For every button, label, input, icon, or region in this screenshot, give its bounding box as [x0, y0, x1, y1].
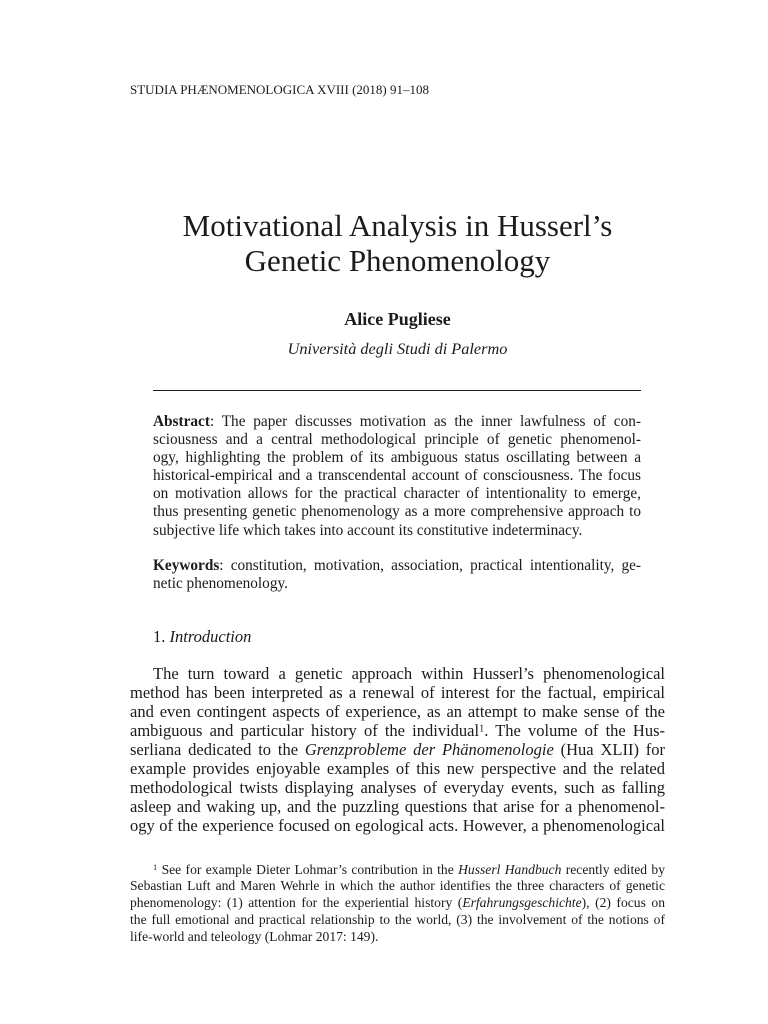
text-run: method has been interpreted as a renewal of interest for the factual, empirical [130, 682, 665, 702]
article-title-line: Motivational Analysis in Husserl’s [182, 207, 613, 243]
abstract-paragraph [153, 413, 641, 540]
bold-label: Keywords [153, 557, 220, 574]
bold-label: Abstract [153, 413, 210, 430]
text-line [130, 740, 665, 759]
footnote-marker: 1 [153, 861, 158, 872]
text-run: ambiguous and particular history of the individual [130, 720, 480, 740]
text-line [153, 485, 641, 503]
text-line [153, 449, 641, 467]
text-line [130, 862, 665, 879]
text-run: : The paper discusses motivation as the inner lawfulness of con- [209, 413, 641, 430]
text-line [130, 702, 665, 721]
text-line [153, 575, 641, 593]
section-title: Introduction [169, 627, 252, 646]
footnote [130, 862, 665, 946]
text-run: See for example Dieter Lohmar’s contribution in the [157, 861, 459, 877]
text-line [130, 797, 665, 816]
text-run: Sebastian Luft and Maren Wehrle in which the author identifies the three characters of genetic [130, 878, 665, 894]
text-run: on motivation allows for the practical character of intentionality to emerge, [153, 485, 641, 503]
text-line [153, 557, 641, 575]
text-line [130, 878, 665, 895]
text-run: (Hua XLII) for [553, 739, 666, 759]
body-paragraph [130, 664, 665, 836]
italic-text: Grenzprobleme der Phänomenologie [304, 739, 554, 759]
keywords-paragraph [153, 557, 641, 593]
text-line [130, 895, 665, 912]
text-line [130, 912, 665, 929]
text-line [130, 683, 665, 702]
text-line [130, 929, 665, 946]
text-run: subjective life which takes into account its constitutive indeterminacy. [153, 521, 583, 539]
text-run: ogy, highlighting the problem of its ambiguous status oscillating between a [153, 449, 641, 467]
article-title-line: Genetic Phenomenology [244, 242, 551, 278]
text-run: sciousness and a central methodological principle of genetic phenomenol- [153, 431, 641, 449]
text-run: : constitution, motivation, association, practical intentionality, ge- [219, 557, 641, 574]
author-name: Alice Pugliese [344, 309, 451, 329]
text-line [153, 413, 641, 431]
text-line [130, 759, 665, 778]
text-line [130, 816, 665, 835]
text-line [130, 721, 665, 740]
italic-text: Erfahrungsgeschichte [462, 895, 582, 911]
text-run: netic phenomenology. [153, 575, 288, 593]
text-run: life-world and teleology (Lohmar 2017: 149). [130, 928, 379, 944]
text-run: methodological twists displaying analyses of everyday events, such as falling [130, 778, 665, 798]
text-run: historical-empirical and a transcendental account of consciousness. The focus [153, 467, 641, 485]
text-line [153, 431, 641, 449]
article-title [130, 208, 665, 278]
section-heading [153, 627, 251, 647]
text-line [153, 503, 641, 521]
text-line [153, 467, 641, 485]
text-run: phenomenology: (1) attention for the experiential history ( [130, 895, 463, 911]
text-line [130, 778, 665, 797]
text-run: thus presenting genetic phenomenology as a more comprehensive approach to [153, 503, 641, 521]
text-run: ogy of the experience focused on egological acts. However, a phenomenological [130, 816, 665, 836]
italic-text: Husserl Handbuch [458, 861, 562, 877]
text-run: and even contingent aspects of experience, as an attempt to make sense of the [130, 701, 665, 721]
section-number: 1. [153, 627, 166, 646]
running-header: STUDIA PHÆNOMENOLOGICA XVIII (2018) 91–108 [130, 82, 429, 97]
text-run: the full emotional and practical relationship to the world, (3) the involvement of the notions of [130, 911, 665, 927]
text-run: . The volume of the Hus- [484, 720, 665, 740]
abstract-divider [153, 390, 641, 391]
text-run: recently edited by [561, 861, 666, 877]
author-affiliation: Università degli Studi di Palermo [287, 339, 508, 358]
footnote-marker: 1 [479, 723, 485, 735]
text-run: ), (2) focus on [581, 895, 665, 911]
text-run: The turn toward a genetic approach within Husserl’s phenomenological [153, 663, 665, 683]
text-line [153, 522, 641, 540]
text-run: example provides enjoyable examples of this new perspective and the related [130, 758, 665, 778]
text-line [130, 664, 665, 683]
text-run: serliana dedicated to the [130, 739, 305, 759]
text-run: asleep and waking up, and the puzzling questions that arise for a phenomenol- [130, 797, 665, 817]
